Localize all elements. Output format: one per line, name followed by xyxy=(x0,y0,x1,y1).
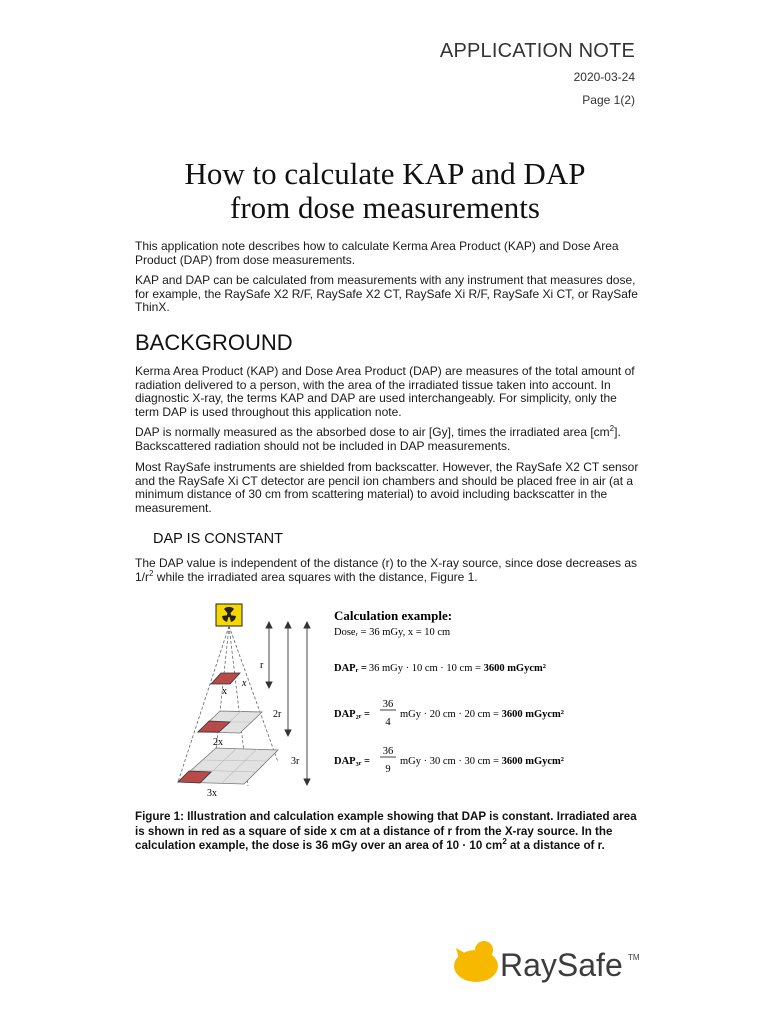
label-2r: 2r xyxy=(273,709,282,720)
label-3x: 3x xyxy=(207,788,217,799)
superscript: 2 xyxy=(149,568,154,578)
intro-paragraph-1: This application note describes how to calculate Kerma Area Product (KAP) and Dose Area Product (DAP) from dose measurements. xyxy=(135,239,619,267)
page-number: Page 1(2) xyxy=(582,93,635,107)
background-heading: BACKGROUND xyxy=(135,330,293,355)
dap-r-expr: 36 mGy · 10 cm · 10 cm = xyxy=(368,663,484,674)
superscript: 2 xyxy=(609,424,615,433)
text-segment: DAP is normally measured as the absorbed dose to air [Gy], times the irradiated area [cm xyxy=(135,425,610,439)
dap-r-result: 3600 mGycm² xyxy=(483,663,546,674)
title-line-2: from dose measurements xyxy=(230,190,540,225)
dap-constant-heading: DAP IS CONSTANT xyxy=(153,531,283,547)
raysafe-logo xyxy=(450,936,650,986)
text-segment: ]. Backscattered radiation should not be included in DAP measurements. xyxy=(135,425,621,453)
dap-3r-label: DAP₃ᵣ = xyxy=(334,756,371,767)
label-x-side: x xyxy=(242,678,247,689)
text-segment: Figure 1: Illustration and calculation example showing that DAP is constant. Irradiated area is shown in red as a square of side x cm at a distance of r from the X-ray source. In the calculation example, the dose is 36 mGy over an area of 10 · 10 cm xyxy=(135,810,637,853)
background-paragraph-2 xyxy=(135,426,640,453)
dap-2r-label: DAP₂ᵣ = xyxy=(334,709,371,720)
label-r: r xyxy=(260,660,264,671)
dap-2r-numerator: 36 xyxy=(382,699,394,710)
figure-caption xyxy=(135,810,645,854)
figure-1 xyxy=(170,600,610,805)
calc-dap-r xyxy=(334,663,546,674)
calc-dap-2r xyxy=(400,709,564,720)
calculation-example xyxy=(334,608,564,775)
label-x: x xyxy=(222,686,227,697)
dap-3r-numerator: 36 xyxy=(382,746,394,757)
calc-dap-3r xyxy=(400,756,564,767)
intro-paragraph-2: KAP and DAP can be calculated from measurements with any instrument that measures dose, for example, the RaySafe X2 R/F, RaySafe X2 CT, RaySafe Xi R/F, RaySafe Xi CT, or RaySafe ThinX. xyxy=(135,273,638,315)
document-date: 2020-03-24 xyxy=(573,70,635,84)
distance-arrows xyxy=(266,622,310,785)
dap-3r-expr: mGy · 30 cm · 30 cm = xyxy=(400,756,502,767)
background-paragraph-3: Most RaySafe instruments are shielded from backscatter. However, the RaySafe X2 CT sensor and the RaySafe Xi CT detector are pencil ion chambers and should be placed free in air (at a minimum distance of 30 cm from scattering material) to avoid including backscatter in the measurement. xyxy=(135,460,639,515)
text-segment: at a distance of r. xyxy=(506,839,605,853)
page-title xyxy=(0,157,768,225)
bird-icon xyxy=(454,941,498,982)
dap-3r-result: 3600 mGycm² xyxy=(501,756,564,767)
radiation-warning-icon xyxy=(216,604,242,626)
label-2x: 2x xyxy=(213,737,223,748)
superscript: 2 xyxy=(502,837,507,847)
dap-r-label: DAPᵣ = xyxy=(334,663,367,674)
label-3r: 3r xyxy=(291,756,300,767)
dap-constant-paragraph xyxy=(135,557,640,584)
calc-title: Calculation example: xyxy=(334,608,453,623)
logo-trademark: TM xyxy=(628,953,640,962)
logo-text: RaySafe xyxy=(500,947,623,983)
dap-2r-result: 3600 mGycm² xyxy=(501,709,564,720)
title-line-1: How to calculate KAP and DAP xyxy=(184,156,586,191)
calc-given: Doseᵣ = 36 mGy, x = 10 cm xyxy=(334,627,451,638)
text-segment: The DAP value is independent of the distance (r) to the X-ray source, since dose decreases as 1/r xyxy=(135,556,638,584)
dap-2r-denominator: 4 xyxy=(385,717,391,728)
dap-2r-expr: mGy · 20 cm · 20 cm = xyxy=(400,709,502,720)
dap-3r-denominator: 9 xyxy=(385,764,391,775)
document-type: APPLICATION NOTE xyxy=(439,40,635,62)
background-paragraph-1: Kerma Area Product (KAP) and Dose Area Product (DAP) are measures of the total amount of radiation delivered to a person, with the area of the irradiated tissue taken into account. In diagnostic X-ray, the terms KAP and DAP are used interchangeably. For simplicity, only the term DAP is used throughout this application note. xyxy=(135,364,635,419)
text-segment: while the irradiated area squares with the distance, Figure 1. xyxy=(153,569,478,584)
